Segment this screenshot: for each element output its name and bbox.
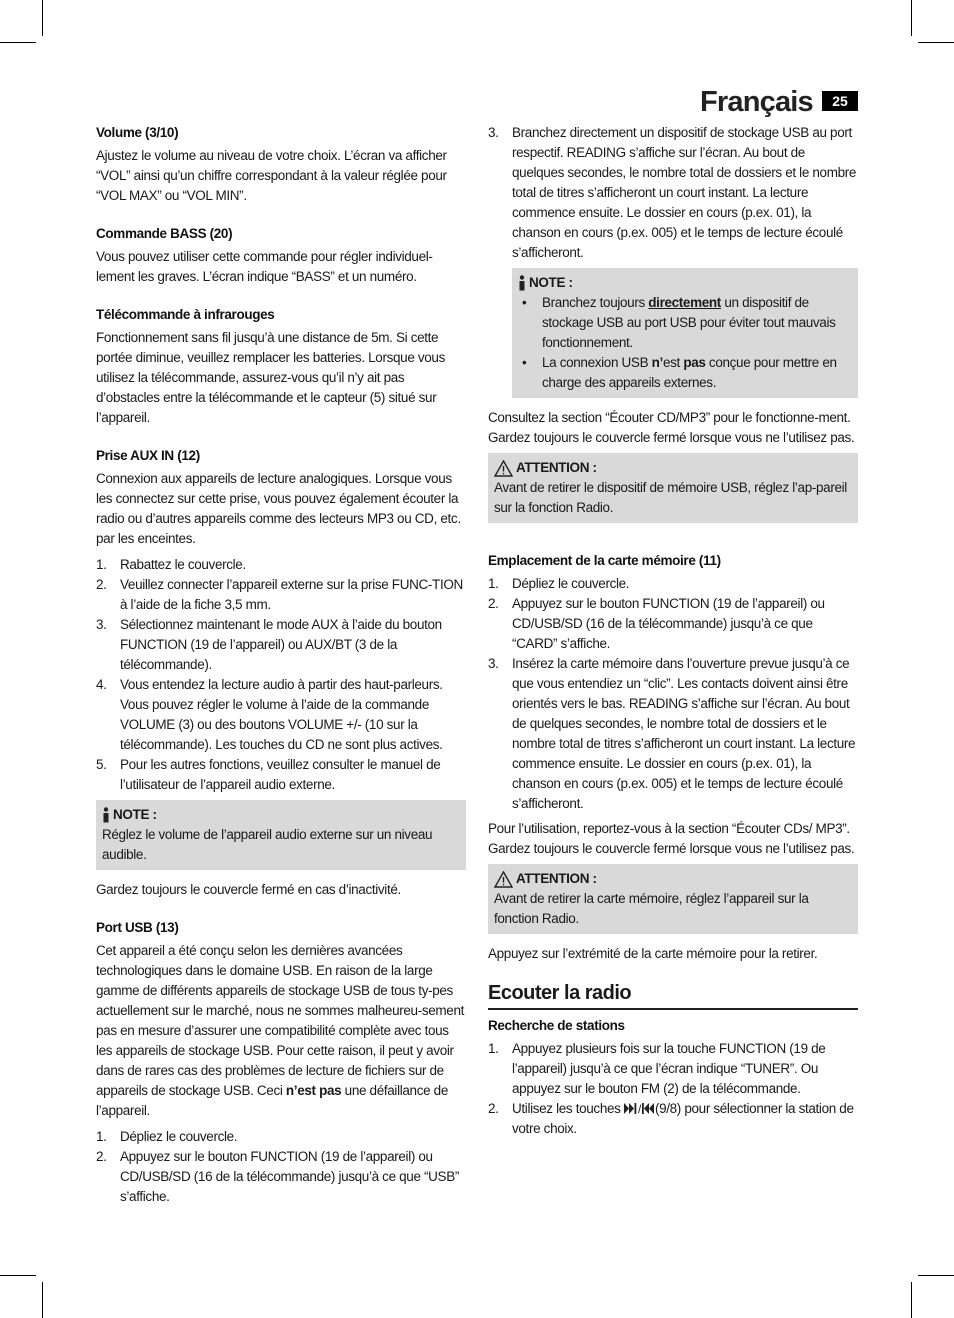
attention-text: Avant de retirer la carte mémoire, réglez l’appareil sur la fonction Radio. <box>494 891 809 926</box>
usb-note-box <box>512 268 858 398</box>
list-item: 2. Appuyez sur le bouton FUNCTION (19 de l’appareil) ou CD/USB/SD (16 de la télécommande) jusqu’à ce que “USB” s’affiche. <box>96 1149 460 1204</box>
usb-text: Cet appareil a été conçu selon les dernières avancées technologiques dans le domaine USB. En raison de la large gamme de différents appareils de stockage USB de tous ty-pes actuellement sur le marché, nous ne sommes malheureu-sement pas en mesure d’assurer une compatibilité complète avec tous les appareils de stockage USB. Pour cette raison, il peut y avoir dans de rares cas des problèmes de lecture de fichiers sur de appareils de stockage USB. Ceci n’est pas une défaillance de l’appareil. <box>96 943 465 1118</box>
remote-text: Fonctionnement sans fil jusqu’à une distance de 5m. Si cette portée diminue, veuillez remplacer les batteries. Lorsque vous utilisez la télécommande, assurez-vous qu’il n’y ait pas d’obstacles entre la télécommande et le capteur (5) situé sur l’appareil. <box>96 330 445 425</box>
card-attention-box <box>488 864 858 934</box>
list-item: • Branchez toujours directement un dispositif de stockage USB au port USB pour éviter tout mauvais fonctionnement. <box>518 293 852 353</box>
page-number: 25 <box>822 91 858 111</box>
usb-after-text-1: Consultez la section “Écouter CD/MP3” pour le fonctionne-ment. <box>488 410 851 425</box>
usb-steps <box>96 1127 466 1207</box>
crop-mark <box>42 1282 43 1318</box>
attention-text: Avant de retirer le dispositif de mémoire USB, réglez l’ap-pareil sur la fonction Radio. <box>494 480 847 515</box>
usb-steps-continued <box>488 123 858 263</box>
card-steps <box>488 574 858 814</box>
bass-text: Vous pouvez utiliser cette commande pour régler individuel-lement les graves. L’écran indique “BASS” et un numéro. <box>96 249 433 284</box>
card-after-text-1: Pour l’utilisation, reportez-vous à la section “Écouter CDs/ MP3”. <box>488 821 850 836</box>
volume-text: Ajustez le volume au niveau de votre choix. L’écran va afficher “VOL” ainsi qu’un chiffre correspondant à la valeur réglée pour “VOL MAX” ou “VOL MIN”. <box>96 148 447 203</box>
note-bullets <box>518 293 852 393</box>
attention-title: ATTENTION : <box>516 460 597 475</box>
list-item: 1. Appuyez plusieurs fois sur la touche FUNCTION (19 de l’appareil) jusqu’à ce que l’écran indique “TUNER”. Ou appuyez sur le bouton FM (2) de la télécommande. <box>488 1041 826 1096</box>
crop-mark <box>0 42 36 43</box>
usb-heading: Port USB (13) <box>96 920 179 935</box>
list-item: 1. Dépliez le couvercle. <box>488 576 630 591</box>
right-column <box>488 123 858 1139</box>
radio-steps <box>488 1039 858 1139</box>
card-after-text-2: Gardez toujours le couvercle fermé lorsque vous ne l’utilisez pas. <box>488 841 855 856</box>
list-item: • La connexion USB n’est pas conçue pour mettre en charge des appareils externes. <box>518 353 852 393</box>
card-heading: Emplacement de la carte mémoire (11) <box>488 553 721 568</box>
warning-icon <box>494 460 513 477</box>
crop-mark <box>911 0 912 36</box>
list-item: 3. Insérez la carte mémoire dans l’ouverture prevue jusqu’à ce que vous entendiez un “clic”. Les contacts doivent ainsi être orientés vers le bas. READING s’affiche sur l’écran. Au bout de quelques secondes, le nombre total de dossiers et le nombre total de titres s’afficheront un court instant. La lecture commence ensuite. Le dossier en cours (p.ex. 01), la chanson en cours (p.ex. 005) et le temps de lecture écoulé s’afficheront. <box>488 656 856 811</box>
skip-forward-icon <box>624 1103 638 1114</box>
aux-text: Connexion aux appareils de lecture analogiques. Lorsque vous les connectez sur cette prise, vous pouvez également écouter la radio ou d’autres appareils comme des lecteurs MP3 ou CD, etc. par les enceintes. <box>96 471 461 546</box>
usb-attention-box <box>488 453 858 523</box>
list-item: 1. Dépliez le couvercle. <box>96 1129 238 1144</box>
aux-steps <box>96 555 466 795</box>
radio-section-title: Ecouter la radio <box>488 980 858 1010</box>
radio-heading: Recherche de stations <box>488 1018 625 1033</box>
skip-back-icon <box>641 1103 655 1114</box>
aux-heading: Prise AUX IN (12) <box>96 448 200 463</box>
list-item: 5. Pour les autres fonctions, veuillez consulter le manuel de l’utilisateur de l’appareil audio externe. <box>96 757 441 792</box>
page-title: Français <box>700 86 813 118</box>
crop-mark <box>918 1275 954 1276</box>
list-item: 1. Rabattez le couvercle. <box>96 557 246 572</box>
note-title: NOTE : <box>113 807 157 822</box>
list-item: 3. Sélectionnez maintenant le mode AUX à l’aide du bouton FUNCTION (19 de l’appareil) ou AUX/BT (3 de la télécommande). <box>96 617 442 672</box>
note-title: NOTE : <box>529 275 573 290</box>
crop-mark <box>911 1282 912 1318</box>
card-remove-text: Appuyez sur l’extrémité de la carte mémoire pour la retirer. <box>488 946 818 961</box>
info-icon <box>518 275 526 291</box>
list-item: 2. Utilisez les touches / (9/8) pour sélectionner la station de votre choix. <box>488 1101 854 1136</box>
attention-title: ATTENTION : <box>516 871 597 886</box>
aux-note-box <box>96 800 466 870</box>
crop-mark <box>0 1275 36 1276</box>
aux-after-text: Gardez toujours le couvercle fermé en cas d’inactivité. <box>96 882 401 897</box>
list-item: 4. Vous entendez la lecture audio à partir des haut-parleurs. Vous pouvez régler le volume à l’aide de la commande VOLUME (3) ou des boutons VOLUME +/- (10 sur la télécommande). Les touches du CD ne sont plus actives. <box>96 677 443 752</box>
info-icon <box>102 807 110 823</box>
bass-heading: Commande BASS (20) <box>96 226 233 241</box>
crop-mark <box>918 42 954 43</box>
note-text: Réglez le volume de l’appareil audio externe sur un niveau audible. <box>102 827 433 862</box>
usb-after-text-2: Gardez toujours le couvercle fermé lorsque vous ne l’utilisez pas. <box>488 430 855 445</box>
warning-icon <box>494 871 513 888</box>
left-column <box>96 123 466 1207</box>
volume-heading: Volume (3/10) <box>96 125 179 140</box>
list-item: 2. Appuyez sur le bouton FUNCTION (19 de l’appareil) ou CD/USB/SD (16 de la télécommande) jusqu’à ce que “CARD” s’affiche. <box>488 596 825 651</box>
crop-mark <box>42 0 43 36</box>
list-item: 2. Veuillez connecter l’appareil externe sur la prise FUNC-TION à l’aide de la fiche 3,5 mm. <box>96 577 463 612</box>
remote-heading: Télécommande à infrarouges <box>96 307 275 322</box>
list-item: 3. Branchez directement un dispositif de stockage USB au port respectif. READING s’affiche sur l’écran. Au bout de quelques secondes, le nombre total de dossiers et le nombre total de titres s’afficheront un court instant. La lecture commence ensuite. Le dossier en cours (p.ex. 01), la chanson en cours (p.ex. 005) et le temps de lecture écoulé s’afficheront. <box>488 125 857 260</box>
